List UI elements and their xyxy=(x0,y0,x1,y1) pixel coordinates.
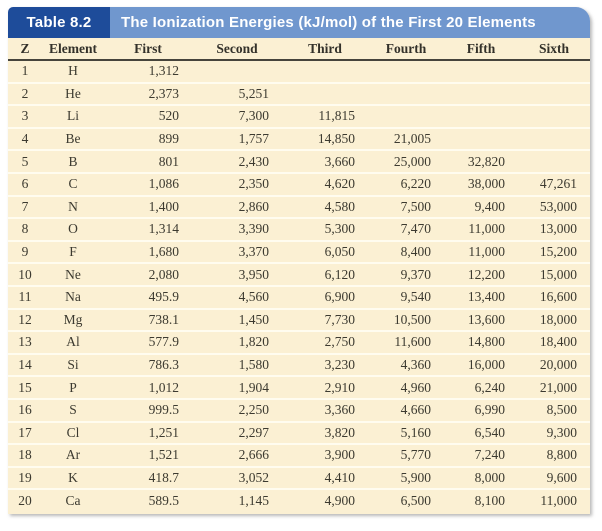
cell-third: 3,900 xyxy=(282,444,368,467)
column-header-sixth: Sixth xyxy=(518,38,590,60)
cell-fourth: 5,770 xyxy=(368,444,444,467)
cell-fourth: 7,470 xyxy=(368,218,444,241)
table-figure xyxy=(8,7,590,514)
cell-fourth: 8,400 xyxy=(368,241,444,264)
cell-third: 14,850 xyxy=(282,128,368,151)
cell-z: 3 xyxy=(8,105,42,128)
table-row xyxy=(8,105,590,128)
cell-second: 1,450 xyxy=(192,309,282,332)
cell-second: 3,052 xyxy=(192,467,282,490)
cell-z: 15 xyxy=(8,376,42,399)
cell-sixth: 8,500 xyxy=(518,399,590,422)
table-row xyxy=(8,218,590,241)
cell-sixth xyxy=(518,128,590,151)
cell-first: 577.9 xyxy=(104,331,192,354)
table-row xyxy=(8,83,590,106)
cell-fourth: 7,500 xyxy=(368,196,444,219)
table-title-bar xyxy=(110,7,590,38)
cell-third: 7,730 xyxy=(282,309,368,332)
cell-sixth xyxy=(518,105,590,128)
table-row xyxy=(8,444,590,467)
cell-third: 5,300 xyxy=(282,218,368,241)
cell-z: 8 xyxy=(8,218,42,241)
table-row xyxy=(8,173,590,196)
cell-fifth xyxy=(444,83,518,106)
cell-z: 20 xyxy=(8,489,42,514)
table-number-label: Table 8.2 xyxy=(26,14,92,31)
cell-fifth: 6,990 xyxy=(444,399,518,422)
cell-element: Mg xyxy=(42,309,104,332)
table-row xyxy=(8,354,590,377)
cell-sixth: 8,800 xyxy=(518,444,590,467)
cell-fourth xyxy=(368,83,444,106)
table-number-tag xyxy=(8,7,110,38)
cell-fifth: 32,820 xyxy=(444,150,518,173)
cell-element: K xyxy=(42,467,104,490)
cell-fourth: 10,500 xyxy=(368,309,444,332)
cell-fourth: 9,370 xyxy=(368,263,444,286)
cell-second: 2,350 xyxy=(192,173,282,196)
cell-sixth: 11,000 xyxy=(518,489,590,514)
cell-fifth: 8,100 xyxy=(444,489,518,514)
cell-sixth xyxy=(518,60,590,83)
cell-second: 1,580 xyxy=(192,354,282,377)
table-row xyxy=(8,399,590,422)
table-row xyxy=(8,128,590,151)
cell-fifth: 12,200 xyxy=(444,263,518,286)
cell-sixth: 20,000 xyxy=(518,354,590,377)
cell-third: 6,050 xyxy=(282,241,368,264)
cell-element: O xyxy=(42,218,104,241)
cell-first: 786.3 xyxy=(104,354,192,377)
cell-z: 9 xyxy=(8,241,42,264)
cell-first: 1,680 xyxy=(104,241,192,264)
table-row xyxy=(8,467,590,490)
table-row xyxy=(8,376,590,399)
cell-element: Na xyxy=(42,286,104,309)
cell-z: 14 xyxy=(8,354,42,377)
cell-first: 418.7 xyxy=(104,467,192,490)
cell-second: 1,820 xyxy=(192,331,282,354)
cell-third: 4,410 xyxy=(282,467,368,490)
table-row xyxy=(8,331,590,354)
column-header-fourth: Fourth xyxy=(368,38,444,60)
cell-first: 1,251 xyxy=(104,422,192,445)
cell-fourth: 4,960 xyxy=(368,376,444,399)
cell-fifth xyxy=(444,128,518,151)
cell-third: 3,820 xyxy=(282,422,368,445)
cell-element: Ne xyxy=(42,263,104,286)
cell-second xyxy=(192,60,282,83)
cell-fourth: 5,160 xyxy=(368,422,444,445)
cell-sixth: 53,000 xyxy=(518,196,590,219)
cell-fourth: 6,220 xyxy=(368,173,444,196)
cell-fifth: 13,400 xyxy=(444,286,518,309)
cell-element: Ar xyxy=(42,444,104,467)
cell-first: 1,086 xyxy=(104,173,192,196)
cell-sixth: 9,300 xyxy=(518,422,590,445)
cell-third xyxy=(282,83,368,106)
table-row xyxy=(8,286,590,309)
cell-second: 2,250 xyxy=(192,399,282,422)
cell-sixth xyxy=(518,83,590,106)
table-row xyxy=(8,196,590,219)
cell-fourth xyxy=(368,105,444,128)
cell-z: 6 xyxy=(8,173,42,196)
cell-fourth: 21,005 xyxy=(368,128,444,151)
cell-fourth: 4,660 xyxy=(368,399,444,422)
table-row xyxy=(8,150,590,173)
cell-z: 18 xyxy=(8,444,42,467)
cell-fourth: 6,500 xyxy=(368,489,444,514)
title-bar xyxy=(8,7,590,38)
cell-first: 1,314 xyxy=(104,218,192,241)
column-header-third: Third xyxy=(282,38,368,60)
ionization-table-body xyxy=(8,60,590,514)
cell-first: 999.5 xyxy=(104,399,192,422)
cell-first: 738.1 xyxy=(104,309,192,332)
cell-second: 4,560 xyxy=(192,286,282,309)
cell-fourth: 11,600 xyxy=(368,331,444,354)
table-title: The Ionization Energies (kJ/mol) of the First 20 Elements xyxy=(121,14,536,31)
cell-z: 5 xyxy=(8,150,42,173)
cell-fourth: 9,540 xyxy=(368,286,444,309)
cell-z: 4 xyxy=(8,128,42,151)
cell-second: 2,666 xyxy=(192,444,282,467)
cell-element: Li xyxy=(42,105,104,128)
cell-fifth: 13,600 xyxy=(444,309,518,332)
cell-fifth xyxy=(444,105,518,128)
cell-second: 3,370 xyxy=(192,241,282,264)
cell-element: He xyxy=(42,83,104,106)
cell-sixth: 15,000 xyxy=(518,263,590,286)
cell-z: 1 xyxy=(21,63,29,79)
cell-third xyxy=(282,60,368,83)
cell-first: 1,012 xyxy=(104,376,192,399)
cell-element: Be xyxy=(42,128,104,151)
cell-third: 3,660 xyxy=(282,150,368,173)
cell-second: 1,757 xyxy=(192,128,282,151)
cell-fifth xyxy=(444,60,518,83)
ionization-energies-table xyxy=(8,38,590,514)
cell-fourth: 25,000 xyxy=(368,150,444,173)
cell-z: 2 xyxy=(8,83,42,106)
table-row xyxy=(8,489,590,514)
cell-element: N xyxy=(42,196,104,219)
cell-fifth: 8,000 xyxy=(444,467,518,490)
cell-sixth: 21,000 xyxy=(518,376,590,399)
cell-fifth: 11,000 xyxy=(444,218,518,241)
cell-element: B xyxy=(42,150,104,173)
table-row xyxy=(8,60,590,83)
cell-first: 1,521 xyxy=(104,444,192,467)
cell-second: 2,297 xyxy=(192,422,282,445)
cell-third: 11,815 xyxy=(282,105,368,128)
cell-second: 7,300 xyxy=(192,105,282,128)
column-header-row xyxy=(8,38,590,60)
cell-second: 5,251 xyxy=(192,83,282,106)
cell-third: 4,620 xyxy=(282,173,368,196)
cell-third: 2,910 xyxy=(282,376,368,399)
cell-z: 19 xyxy=(8,467,42,490)
column-header-element: Element xyxy=(42,38,104,60)
cell-first: 589.5 xyxy=(104,489,192,514)
cell-sixth: 9,600 xyxy=(518,467,590,490)
cell-element: Cl xyxy=(42,422,104,445)
cell-second: 2,430 xyxy=(192,150,282,173)
column-header-first: First xyxy=(104,38,192,60)
cell-fourth: 5,900 xyxy=(368,467,444,490)
cell-fifth: 9,400 xyxy=(444,196,518,219)
cell-z: 12 xyxy=(8,309,42,332)
cell-element: Ca xyxy=(42,489,104,514)
cell-element: S xyxy=(42,399,104,422)
cell-second: 2,860 xyxy=(192,196,282,219)
cell-sixth: 16,600 xyxy=(518,286,590,309)
cell-sixth: 18,400 xyxy=(518,331,590,354)
cell-sixth: 47,261 xyxy=(518,173,590,196)
cell-sixth: 18,000 xyxy=(518,309,590,332)
cell-fourth: 4,360 xyxy=(368,354,444,377)
cell-element: C xyxy=(42,173,104,196)
column-header-z: Z xyxy=(8,38,42,60)
cell-first: 1,312 xyxy=(148,63,179,79)
table-row xyxy=(8,241,590,264)
cell-second: 3,950 xyxy=(192,263,282,286)
cell-third: 3,360 xyxy=(282,399,368,422)
cell-fifth: 7,240 xyxy=(444,444,518,467)
cell-element: F xyxy=(42,241,104,264)
table-row xyxy=(8,309,590,332)
cell-sixth xyxy=(518,150,590,173)
cell-first: 520 xyxy=(104,105,192,128)
cell-z: 17 xyxy=(8,422,42,445)
cell-second: 1,904 xyxy=(192,376,282,399)
cell-second: 1,145 xyxy=(192,489,282,514)
cell-first: 2,080 xyxy=(104,263,192,286)
cell-third: 4,900 xyxy=(282,489,368,514)
cell-fifth: 16,000 xyxy=(444,354,518,377)
cell-fourth xyxy=(368,60,444,83)
cell-fifth: 6,540 xyxy=(444,422,518,445)
cell-fifth: 11,000 xyxy=(444,241,518,264)
cell-z: 11 xyxy=(8,286,42,309)
cell-second: 3,390 xyxy=(192,218,282,241)
cell-third: 6,900 xyxy=(282,286,368,309)
column-header-fifth: Fifth xyxy=(444,38,518,60)
cell-fifth: 14,800 xyxy=(444,331,518,354)
cell-element: P xyxy=(42,376,104,399)
cell-element: H xyxy=(68,63,78,79)
cell-fifth: 38,000 xyxy=(444,173,518,196)
cell-fifth: 6,240 xyxy=(444,376,518,399)
table-row xyxy=(8,263,590,286)
cell-element: Al xyxy=(42,331,104,354)
cell-first: 2,373 xyxy=(104,83,192,106)
cell-first: 899 xyxy=(104,128,192,151)
cell-third: 3,230 xyxy=(282,354,368,377)
cell-element: Si xyxy=(42,354,104,377)
cell-z: 16 xyxy=(8,399,42,422)
cell-third: 2,750 xyxy=(282,331,368,354)
cell-first: 495.9 xyxy=(104,286,192,309)
table-row xyxy=(8,422,590,445)
column-header-second: Second xyxy=(192,38,282,60)
cell-z: 10 xyxy=(8,263,42,286)
cell-third: 6,120 xyxy=(282,263,368,286)
cell-first: 1,400 xyxy=(104,196,192,219)
cell-sixth: 15,200 xyxy=(518,241,590,264)
cell-z: 7 xyxy=(8,196,42,219)
cell-sixth: 13,000 xyxy=(518,218,590,241)
cell-third: 4,580 xyxy=(282,196,368,219)
cell-first: 801 xyxy=(104,150,192,173)
cell-z: 13 xyxy=(8,331,42,354)
